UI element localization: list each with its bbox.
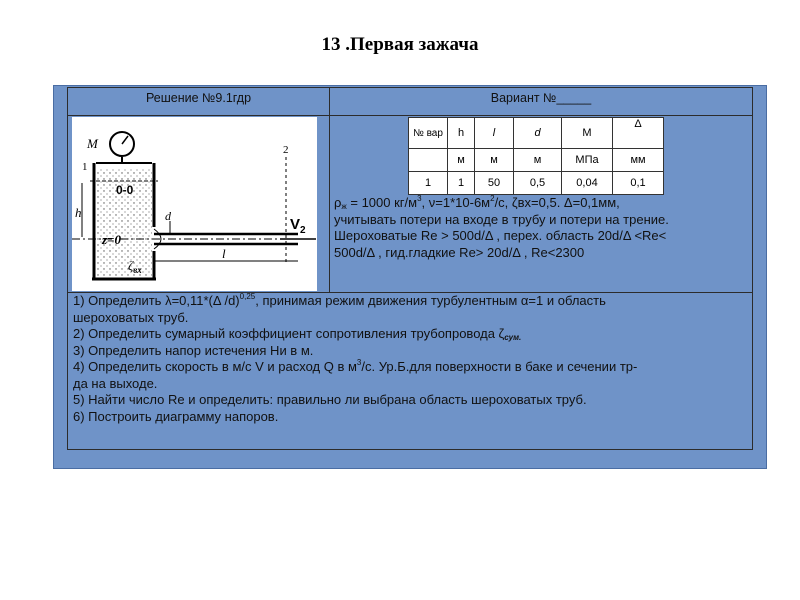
diagram-svg xyxy=(72,117,317,291)
table-unit-cell xyxy=(409,149,448,172)
solution-header xyxy=(67,87,330,116)
tank-pipe-diagram xyxy=(72,117,317,291)
table-row xyxy=(409,172,664,195)
table-unit-cell: м xyxy=(448,149,475,172)
table-unit-cell: м xyxy=(475,149,514,172)
table-header-row xyxy=(409,118,664,149)
table-cell: 0,5 xyxy=(514,172,562,195)
table-cell: 1 xyxy=(448,172,475,195)
problem-statement xyxy=(334,195,744,261)
parameters-table xyxy=(408,117,664,195)
table-units-row xyxy=(409,149,664,172)
task-item-1: 1) Определить λ=0,11*(Δ /d)$^{0,25}$, принимая режим движения турбулентным α=1 и область xyxy=(73,292,606,308)
solution-label: Решение №9.1гдр xyxy=(145,91,252,105)
table-cell: 0,1 xyxy=(613,172,664,195)
table-header-cell: d xyxy=(514,118,562,149)
section-label-0-0: 0-0 xyxy=(116,183,134,197)
task-item-1-cont: шероховатых труб. xyxy=(73,309,189,325)
table-unit-cell: м xyxy=(514,149,562,172)
problem-line-4: 500d/Δ , гид.гладкие Re> 20d/Δ , Re<2300 xyxy=(334,244,585,260)
section-label-1: 1 xyxy=(82,161,88,173)
task-item-4: 4) Определить скорость в м/с V и расход Q в $м^3/с$. Ур.Б.для поверхности в баке и сечении тр- xyxy=(73,358,638,374)
slide-title: 13 .Первая зажача xyxy=(321,34,479,55)
h-label: h xyxy=(75,205,82,220)
task-list xyxy=(73,293,745,425)
table-header-cell: № вар xyxy=(409,118,448,149)
z-zero-label: z=0 xyxy=(102,232,121,247)
section-label-2: 2 xyxy=(283,144,289,156)
table-unit-cell: мм xyxy=(613,149,664,172)
table-unit-cell: МПа xyxy=(562,149,613,172)
table-cell: 0,04 xyxy=(562,172,613,195)
table-header-cell: h xyxy=(448,118,475,149)
zeta-inlet-label: $\zeta_{вх}$ xyxy=(128,258,142,275)
task-item-3: 3) Определить напор истечения Hи в м. xyxy=(73,342,314,358)
table-header-cell: l xyxy=(475,118,514,149)
variant-header xyxy=(329,87,753,116)
problem-line-3: Шероховатые Re > 500d/Δ , перех. область 20d/Δ <Re< xyxy=(334,228,667,243)
table-header-cell: M xyxy=(562,118,613,149)
table-cell: 50 xyxy=(475,172,514,195)
problem-line-2: учитывать потери на входе в трубу и потери на трение. xyxy=(334,211,669,227)
gauge-label-M: M xyxy=(87,136,98,151)
problem-line-1: $\rho_ж = 1000$ $кг/м^3$, $\nu=1*10-6м^2/с$, ζвх=0,5. Δ=0,1мм, xyxy=(334,194,620,211)
table-cell: 1 xyxy=(409,172,448,195)
task-item-6: 6) Построить диаграмму напоров. xyxy=(73,408,279,424)
task-item-5: 5) Найти число Re и определить: правильно ли выбрана область шероховатых труб. xyxy=(73,392,587,407)
variant-label: Вариант №_____ xyxy=(490,91,592,105)
task-item-4-cont: да на выходе. xyxy=(73,375,158,391)
table-header-cell: Δ xyxy=(613,118,664,149)
v2-label: $V_2$ xyxy=(290,216,306,236)
d-label: d xyxy=(165,209,171,223)
l-label: l xyxy=(222,246,226,261)
task-item-2: 2) Определить сумарный коэффициент сопротивления трубопровода $\zeta_{сум.}$ xyxy=(73,326,522,342)
